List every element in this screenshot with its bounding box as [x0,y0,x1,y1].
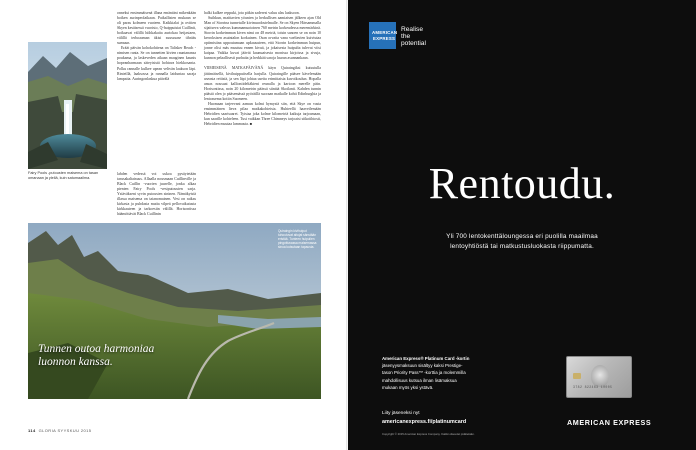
pull-quote: Tunnen outoa harmoniaa luonnon kanssa. [38,343,155,368]
centurion-emblem [591,365,609,387]
join-url-link[interactable]: americanexpress.fi/platinumcard [382,419,467,425]
page-number: 114 [28,428,36,433]
card-copy-title: American Express® Platinum Card -kortin [382,356,470,361]
landscape-caption: Quiraingin kivihuiput tuhoutuvat aitojat sänstään eristää. Tunteen huipuilen pingottuvassa maisemassa sinua kutsutaan tapausta. [278,229,317,249]
article-column-2 [204,11,321,127]
join-cta [382,410,466,426]
card-copy-line: jäsenyysmaksuun sisältyy kaksi Prestige- [382,363,463,369]
paragraph: lahden vedessä voi uskoa pysäytetään tarusakaltaisuus. Allaalla nousmaan Cuillinville ja Black Cuillin -vuorien juurelle, jonka alkaa pienten Fairy Pools -vesiputousten sarja. Ystäväkseni syvin putousten sininen. Nämäkytstä illassa maisema on taianomainen. Vesi on raikas kirkasta ja puhdasta mutta vilpeä pellovaikutusta kirkkauteen ja tarkoesiin välillä. Horisontissa häämöttävät Black Cuillinin [117,172,196,217]
publication-name: GLORIA SYYSKUU 2015 [38,428,92,433]
paragraph: onneksi ensimmäisenä illana emäntäni mikenkään boiken aurinpeolaikaan. Paikallisten mukaan se oli paras kolmeen vuoteen. Kaikkialai ja ovitten Skyen kesäisessä vuoristo, Q-huippuisiat Cuillinit, boikaavat välillä hiihkakaita auriokaa heijastaen, välillä terhoaaman äkisi suussuase tihrääs sumuun. [117,11,196,46]
ad-subhead [348,232,696,251]
right-page-ad [348,0,696,450]
article-column-1-bottom [117,172,196,217]
paragraph: Huomaan tarjeevani aamun kolmi hymystä siin, että Skye on vasta ensimmäinen lieva pilaa matkakohteista. Huhteellä haaveilemään Hebridien saarisaaret. Tyistaa joka kolme kilometriä kaikuja tarjoamaan, kun saarille kohteleen. Tusi vaikkan Three Chimneys tarjoaisi sitkoiihtosti, Hebridien muutaa lammasta. ■ [204,101,321,126]
amex-logo [369,22,396,49]
card-number: 3782 822463 10005 [573,385,613,389]
logo-line: AMERICAN [372,30,398,35]
paragraph: Suihkun, maittavien yöunien ja herkullisen aamiaisen jälkeen ajan Old Man of Storrina tunnetulle kivimuodostelmalle. Se on Skyen Härsammalla sijaitseva vahvus kummamuotoinen 760 metrin korkeudessa meremärkinä. Storrin korkeimman kiven nimi on 48 metriä, toisin sanoen se on noin 10 kerroksisen asuintalon korkuinen. Osan orvatta vana vaeltavien kuiviutaa optimistina uppoutumaan upkausuteen, että Storrin korkeimman huipun, jonne olisi mäs muutuu ennen kivuä, ja jokaisesta huipulta tulevat viisi kaipaa. Vaikka kuvat jäävät kaunuaisesta monissa kirjoissa ja sivuja, kunnon pelaallisesti parhaita ja herkkää saroja lauran asunnankaan. [204,16,321,61]
amex-wordmark: AMERICAN EXPRESS [567,418,652,427]
paragraph: halki kulkee reppuki, jota pitkin saderesi valuu alas laaksoon. [204,11,300,15]
join-label: Liity jäseneksi nyt [382,411,420,416]
card-copy-line: mahdollisuus kutsua ilman lisämaksua [382,377,457,383]
logo-line: EXPRESS [373,36,396,41]
landscape-photo [28,223,321,399]
card-chip [573,373,581,379]
subhead-line: lentoyhtiöstä tai matkustusluokasta riippumatta. [450,242,594,250]
ad-headline: Rentoudu. [428,159,616,208]
waterfall-photo [28,42,107,169]
page-footer [28,428,91,433]
paragraph: Eräät päivän kohokohtiena on Talisker Beach -nimisen ranta. Se on tunnetten kivien rauntanansa poukama, ja laskeveden aikaan maaginen kaunis hopeanharmaan säteyisistä hohtava hiekkosanta. Polku rannalle kulkee upean veltvän laakson läpi. Rinteillä, laaksossa ja rannalla laiduntaa saraja lampaita. Auringonlaskua päivälä [117,46,196,81]
subhead-line: Yli 700 lentokenttäloungessa eri puolilla maailmaa [446,233,598,240]
photo-caption: Fairy Pools -putousten maisema on tasan omanaan ja ylellä, kuin satumaailma. [28,171,99,180]
tagline [401,26,426,48]
tagline-line: potential [401,40,426,48]
card-copy-line: mukaan myös yksi ystävä. [382,384,434,390]
card-copy [382,355,522,391]
card-copy-line: tason Priority Pass™ -korttia ja molemmilla [382,370,466,376]
article-column-1 [117,11,196,82]
paragraph: VIIMEISENÄ MATKAPÄIVÄNÄ käyn Quiraingiksi kutsutulla jättimäisellä, kivihuippuiisella harjulla. Quiraingille pääsee kävelemään useasta reitistä, ja sen läpi johtaa useita erimittaisia kuvoikoulun. Hopalla ansas nousuat kallioniideltäkieni reunalla ja kartoon merelle päin. Horisontissa, noin 20 kilometrin päässä siintää Skotlanti. Kahden tunnin päästä olen jo pääsemässä pyöräillä suoraan matkalle kohti Edinburghia ja lentoasema kotiin Suomeen. [204,66,321,101]
copyright: Copyright © 2015 American Express Company. Kaikki oikeudet pidätetään. [382,432,475,436]
platinum-card-image [566,356,632,398]
tagline-line: Realise [401,26,423,33]
tagline-line: the [401,33,411,41]
